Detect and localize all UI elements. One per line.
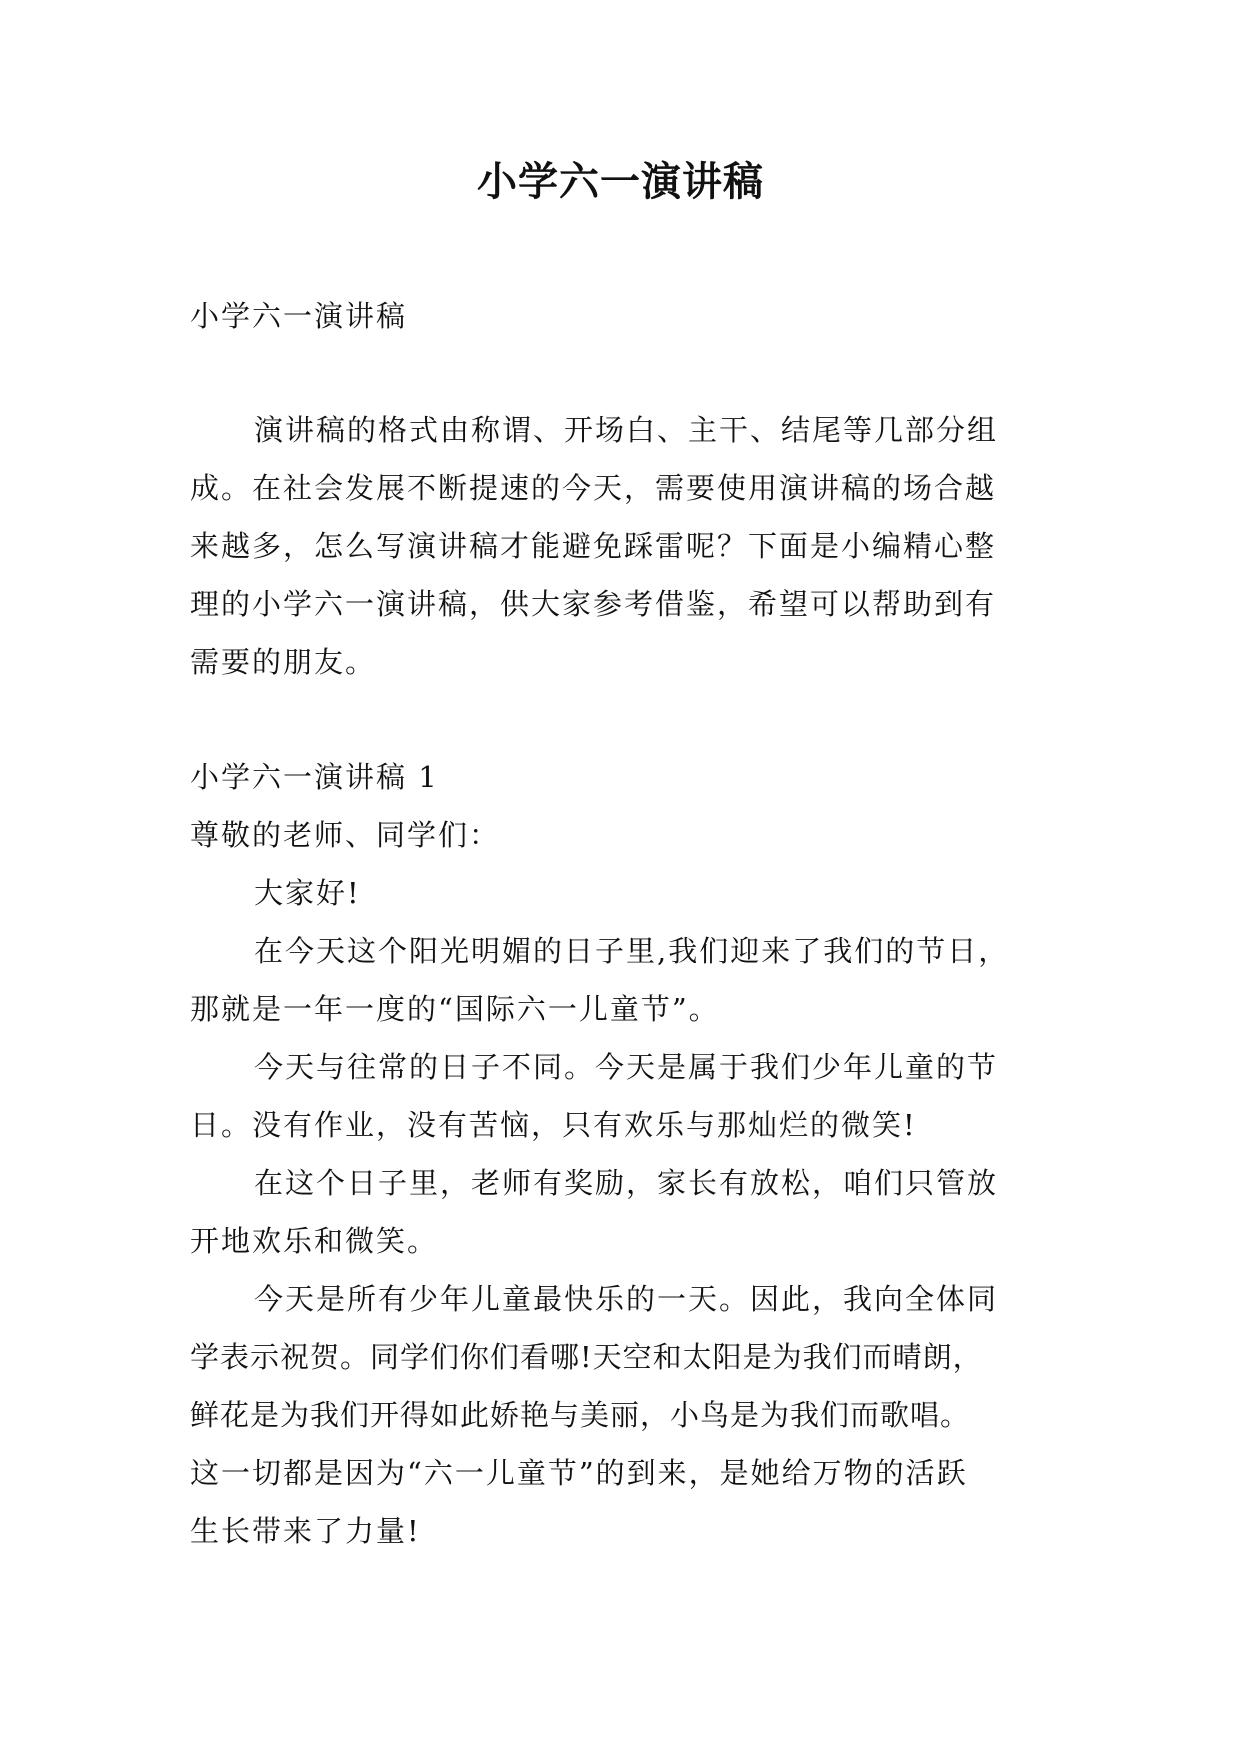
intro-line: 成。在社会发展不断提速的今天，需要使用演讲稿的场合越 bbox=[190, 471, 997, 505]
document-subtitle: 小学六一演讲稿 bbox=[190, 299, 408, 333]
intro-line: 演讲稿的格式由称谓、开场白、主干、结尾等几部分组 bbox=[254, 413, 999, 447]
section-heading: 小学六一演讲稿 1 bbox=[190, 760, 439, 794]
salutation: 尊敬的老师、同学们： bbox=[190, 818, 501, 852]
intro-line: 来越多，怎么写演讲稿才能避免踩雷呢？下面是小编精心整 bbox=[190, 529, 997, 563]
body-line: 开地欢乐和微笑。 bbox=[190, 1224, 439, 1258]
body-line: 日。没有作业，没有苦恼，只有欢乐与那灿烂的微笑! bbox=[190, 1108, 917, 1142]
body-line: 那就是一年一度的“国际六一儿童节”。 bbox=[190, 992, 720, 1026]
document-title: 小学六一演讲稿 bbox=[477, 158, 764, 205]
body-line: 今天与往常的日子不同。今天是属于我们少年儿童的节 bbox=[254, 1050, 999, 1084]
intro-line: 理的小学六一演讲稿，供大家参考借鉴，希望可以帮助到有 bbox=[190, 587, 997, 621]
body-line: 今天是所有少年儿童最快乐的一天。因此，我向全体同 bbox=[254, 1282, 999, 1316]
body-line: 鲜花是为我们开得如此娇艳与美丽，小鸟是为我们而歌唱。 bbox=[190, 1398, 971, 1432]
body-line: 在今天这个阳光明媚的日子里,我们迎来了我们的节日， bbox=[254, 934, 1010, 968]
body-line: 这一切都是因为“六一儿童节”的到来，是她给万物的活跃 bbox=[190, 1456, 968, 1490]
greeting: 大家好! bbox=[254, 876, 361, 910]
body-line: 在这个日子里，老师有奖励，家长有放松，咱们只管放 bbox=[254, 1166, 999, 1200]
body-line: 生长带来了力量! bbox=[190, 1514, 421, 1548]
body-line: 学表示祝贺。同学们你们看哪!天空和太阳是为我们而晴朗， bbox=[190, 1340, 983, 1374]
intro-line: 需要的朋友。 bbox=[190, 645, 377, 679]
